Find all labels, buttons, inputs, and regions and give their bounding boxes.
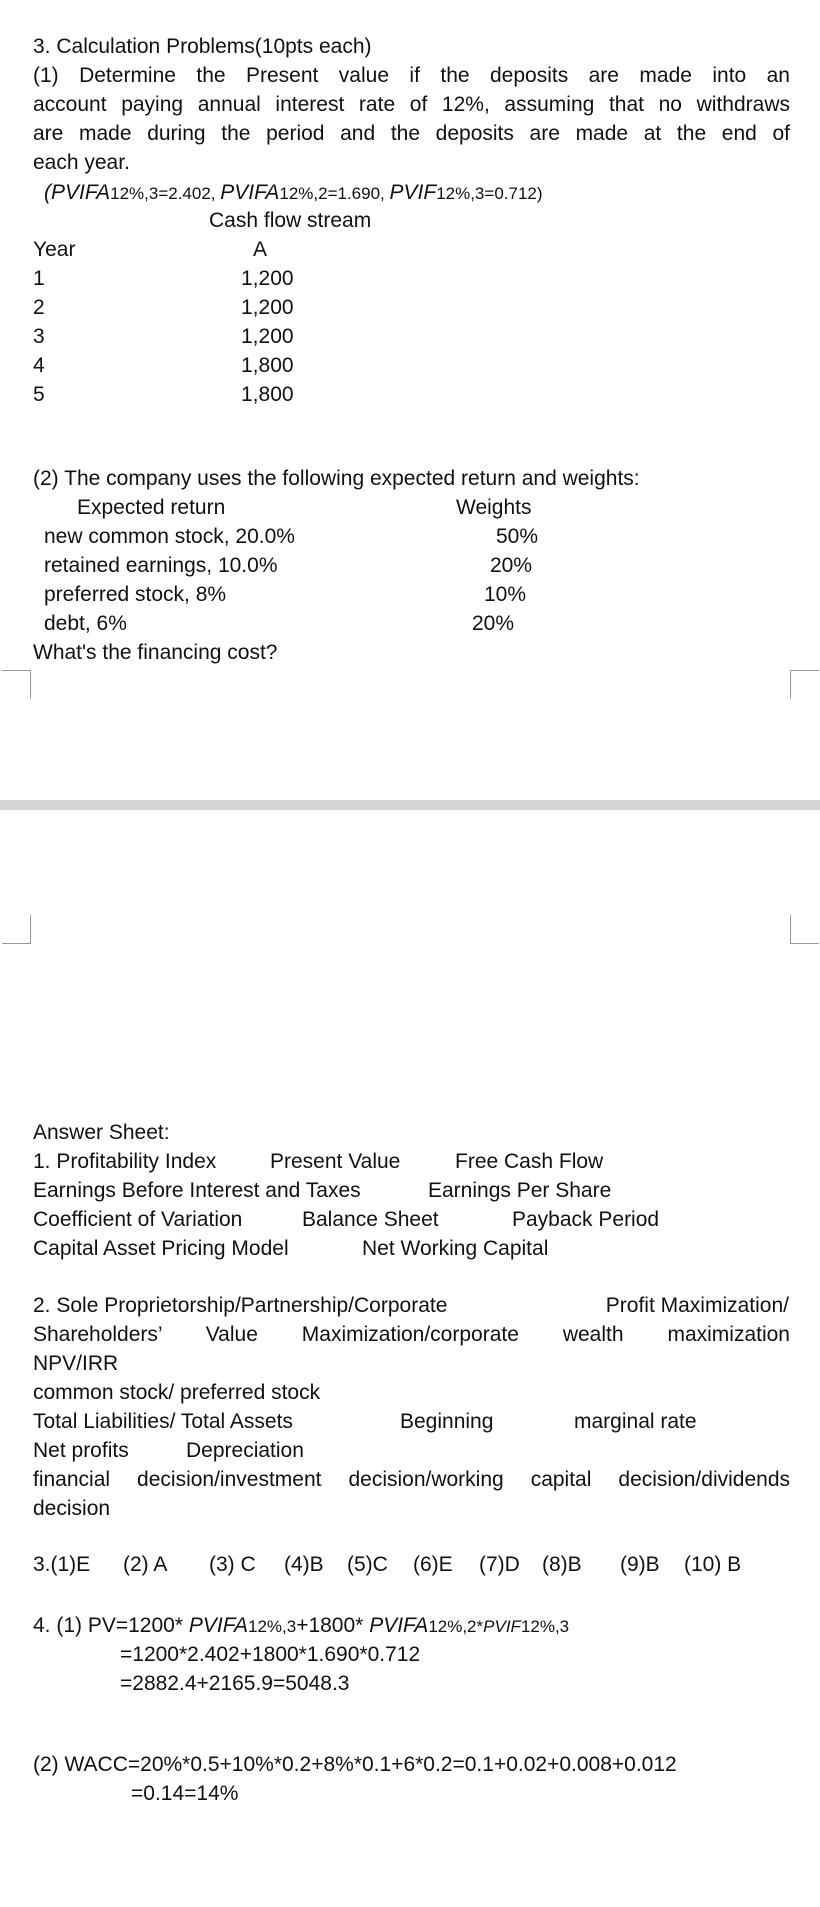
answer-term: Capital Asset Pricing Model bbox=[33, 1237, 289, 1260]
pv-calculation: =1200*2.402+1800*1.690*0.712 bbox=[120, 1643, 421, 1666]
answer-line: common stock/ preferred stock bbox=[33, 1381, 321, 1404]
answer-term: Balance Sheet bbox=[302, 1208, 439, 1231]
answer-line: decision bbox=[33, 1497, 111, 1520]
problem-1-line: (1) Determine the Present value if the deposits are made into an bbox=[33, 64, 790, 87]
crop-mark bbox=[2, 915, 31, 944]
answer-line: Beginning bbox=[400, 1410, 494, 1433]
section-heading: 3. Calculation Problems(10pts each) bbox=[33, 35, 372, 58]
table-cell-value: 1,200 bbox=[241, 296, 294, 319]
answer-line: Total Liabilities/ Total Assets bbox=[33, 1410, 293, 1433]
answer-term: Net Working Capital bbox=[362, 1237, 549, 1260]
crop-mark bbox=[2, 670, 31, 699]
problem-1-text bbox=[33, 61, 790, 148]
mc-answer: (2) A bbox=[123, 1553, 168, 1576]
answer-line: marginal rate bbox=[574, 1410, 697, 1433]
table-cell-weight: 20% bbox=[490, 554, 533, 577]
year-header: Year bbox=[33, 238, 76, 261]
answer-term: Present Value bbox=[270, 1150, 401, 1173]
problem-2-question: What's the financing cost? bbox=[33, 641, 278, 664]
mc-answer: (3) C bbox=[209, 1553, 256, 1576]
problem-2-intro: (2) The company uses the following expected return and weights: bbox=[33, 467, 640, 490]
pv-formula: 4. (1) PV=1200* PVIFA12%,3+1800* PVIFA12%,2*PVIF12%,3 bbox=[33, 1614, 570, 1637]
answer-line: Net profits bbox=[33, 1439, 129, 1462]
table-cell-weight: 10% bbox=[484, 583, 527, 606]
table-cell-value: 1,200 bbox=[241, 267, 294, 290]
answer-sheet-title: Answer Sheet: bbox=[33, 1121, 170, 1144]
answer-line bbox=[33, 1465, 790, 1494]
mc-answer: (9)B bbox=[620, 1553, 660, 1576]
expected-return-header: Expected return bbox=[77, 496, 226, 519]
page-divider bbox=[0, 800, 820, 810]
table-cell-value: 1,800 bbox=[241, 354, 294, 377]
cash-flow-caption: Cash flow stream bbox=[209, 209, 372, 232]
table-cell-weight: 20% bbox=[472, 612, 515, 635]
table-cell-value: 1,800 bbox=[241, 383, 294, 406]
answer-line: NPV/IRR bbox=[33, 1352, 119, 1375]
mc-answer: 3.(1)E bbox=[33, 1553, 91, 1576]
table-cell-year: 5 bbox=[33, 383, 45, 406]
answer-line bbox=[33, 1320, 790, 1349]
wacc-result: =0.14=14% bbox=[131, 1782, 239, 1805]
column-a-header: A bbox=[253, 238, 268, 261]
mc-answer: (6)E bbox=[413, 1553, 453, 1576]
mc-answer: (10) B bbox=[684, 1553, 742, 1576]
answer-term: Earnings Before Interest and Taxes bbox=[33, 1179, 361, 1202]
answer-line-text: financial decision/investment decision/working capital decision/dividends bbox=[33, 1468, 790, 1491]
answer-term: Earnings Per Share bbox=[428, 1179, 612, 1202]
answer-line: Depreciation bbox=[186, 1439, 304, 1462]
table-cell-item: new common stock, 20.0% bbox=[44, 525, 295, 548]
table-cell-item: retained earnings, 10.0% bbox=[44, 554, 278, 577]
answer-term: Payback Period bbox=[512, 1208, 660, 1231]
answer-line: 2. Sole Proprietorship/Partnership/Corporate bbox=[33, 1294, 448, 1317]
answer-term: Coefficient of Variation bbox=[33, 1208, 243, 1231]
table-cell-year: 1 bbox=[33, 267, 45, 290]
mc-answer: (8)B bbox=[542, 1553, 582, 1576]
problem-1-line: each year. bbox=[33, 151, 130, 174]
answer-line: Profit Maximization/ bbox=[605, 1294, 789, 1317]
answer-term: 1. Profitability Index bbox=[33, 1150, 217, 1173]
table-cell-value: 1,200 bbox=[241, 325, 294, 348]
crop-mark bbox=[790, 670, 819, 699]
mc-answer: (4)B bbox=[284, 1553, 324, 1576]
problem-1-line: are made during the period and the deposits are made at the end of bbox=[33, 122, 790, 145]
weights-header: Weights bbox=[456, 496, 532, 519]
table-cell-item: preferred stock, 8% bbox=[44, 583, 227, 606]
table-cell-year: 4 bbox=[33, 354, 45, 377]
mc-answer: (7)D bbox=[479, 1553, 520, 1576]
mc-answer: (5)C bbox=[347, 1553, 388, 1576]
factor-values: (PVIFA12%,3=2.402, PVIFA12%,2=1.690, PVIF12%,3=0.712) bbox=[44, 181, 543, 204]
problem-1-line: account paying annual interest rate of 12%, assuming that no withdraws bbox=[33, 93, 790, 116]
table-cell-item: debt, 6% bbox=[44, 612, 127, 635]
table-cell-year: 2 bbox=[33, 296, 45, 319]
answer-line-text: Shareholders’ Value Maximization/corporate wealth maximization bbox=[33, 1323, 790, 1346]
pv-result: =2882.4+2165.9=5048.3 bbox=[120, 1672, 350, 1695]
answer-term: Free Cash Flow bbox=[455, 1150, 604, 1173]
wacc-formula: (2) WACC=20%*0.5+10%*0.2+8%*0.1+6*0.2=0.1+0.02+0.008+0.012 bbox=[33, 1753, 677, 1776]
table-cell-weight: 50% bbox=[496, 525, 539, 548]
table-cell-year: 3 bbox=[33, 325, 45, 348]
crop-mark bbox=[790, 915, 819, 944]
